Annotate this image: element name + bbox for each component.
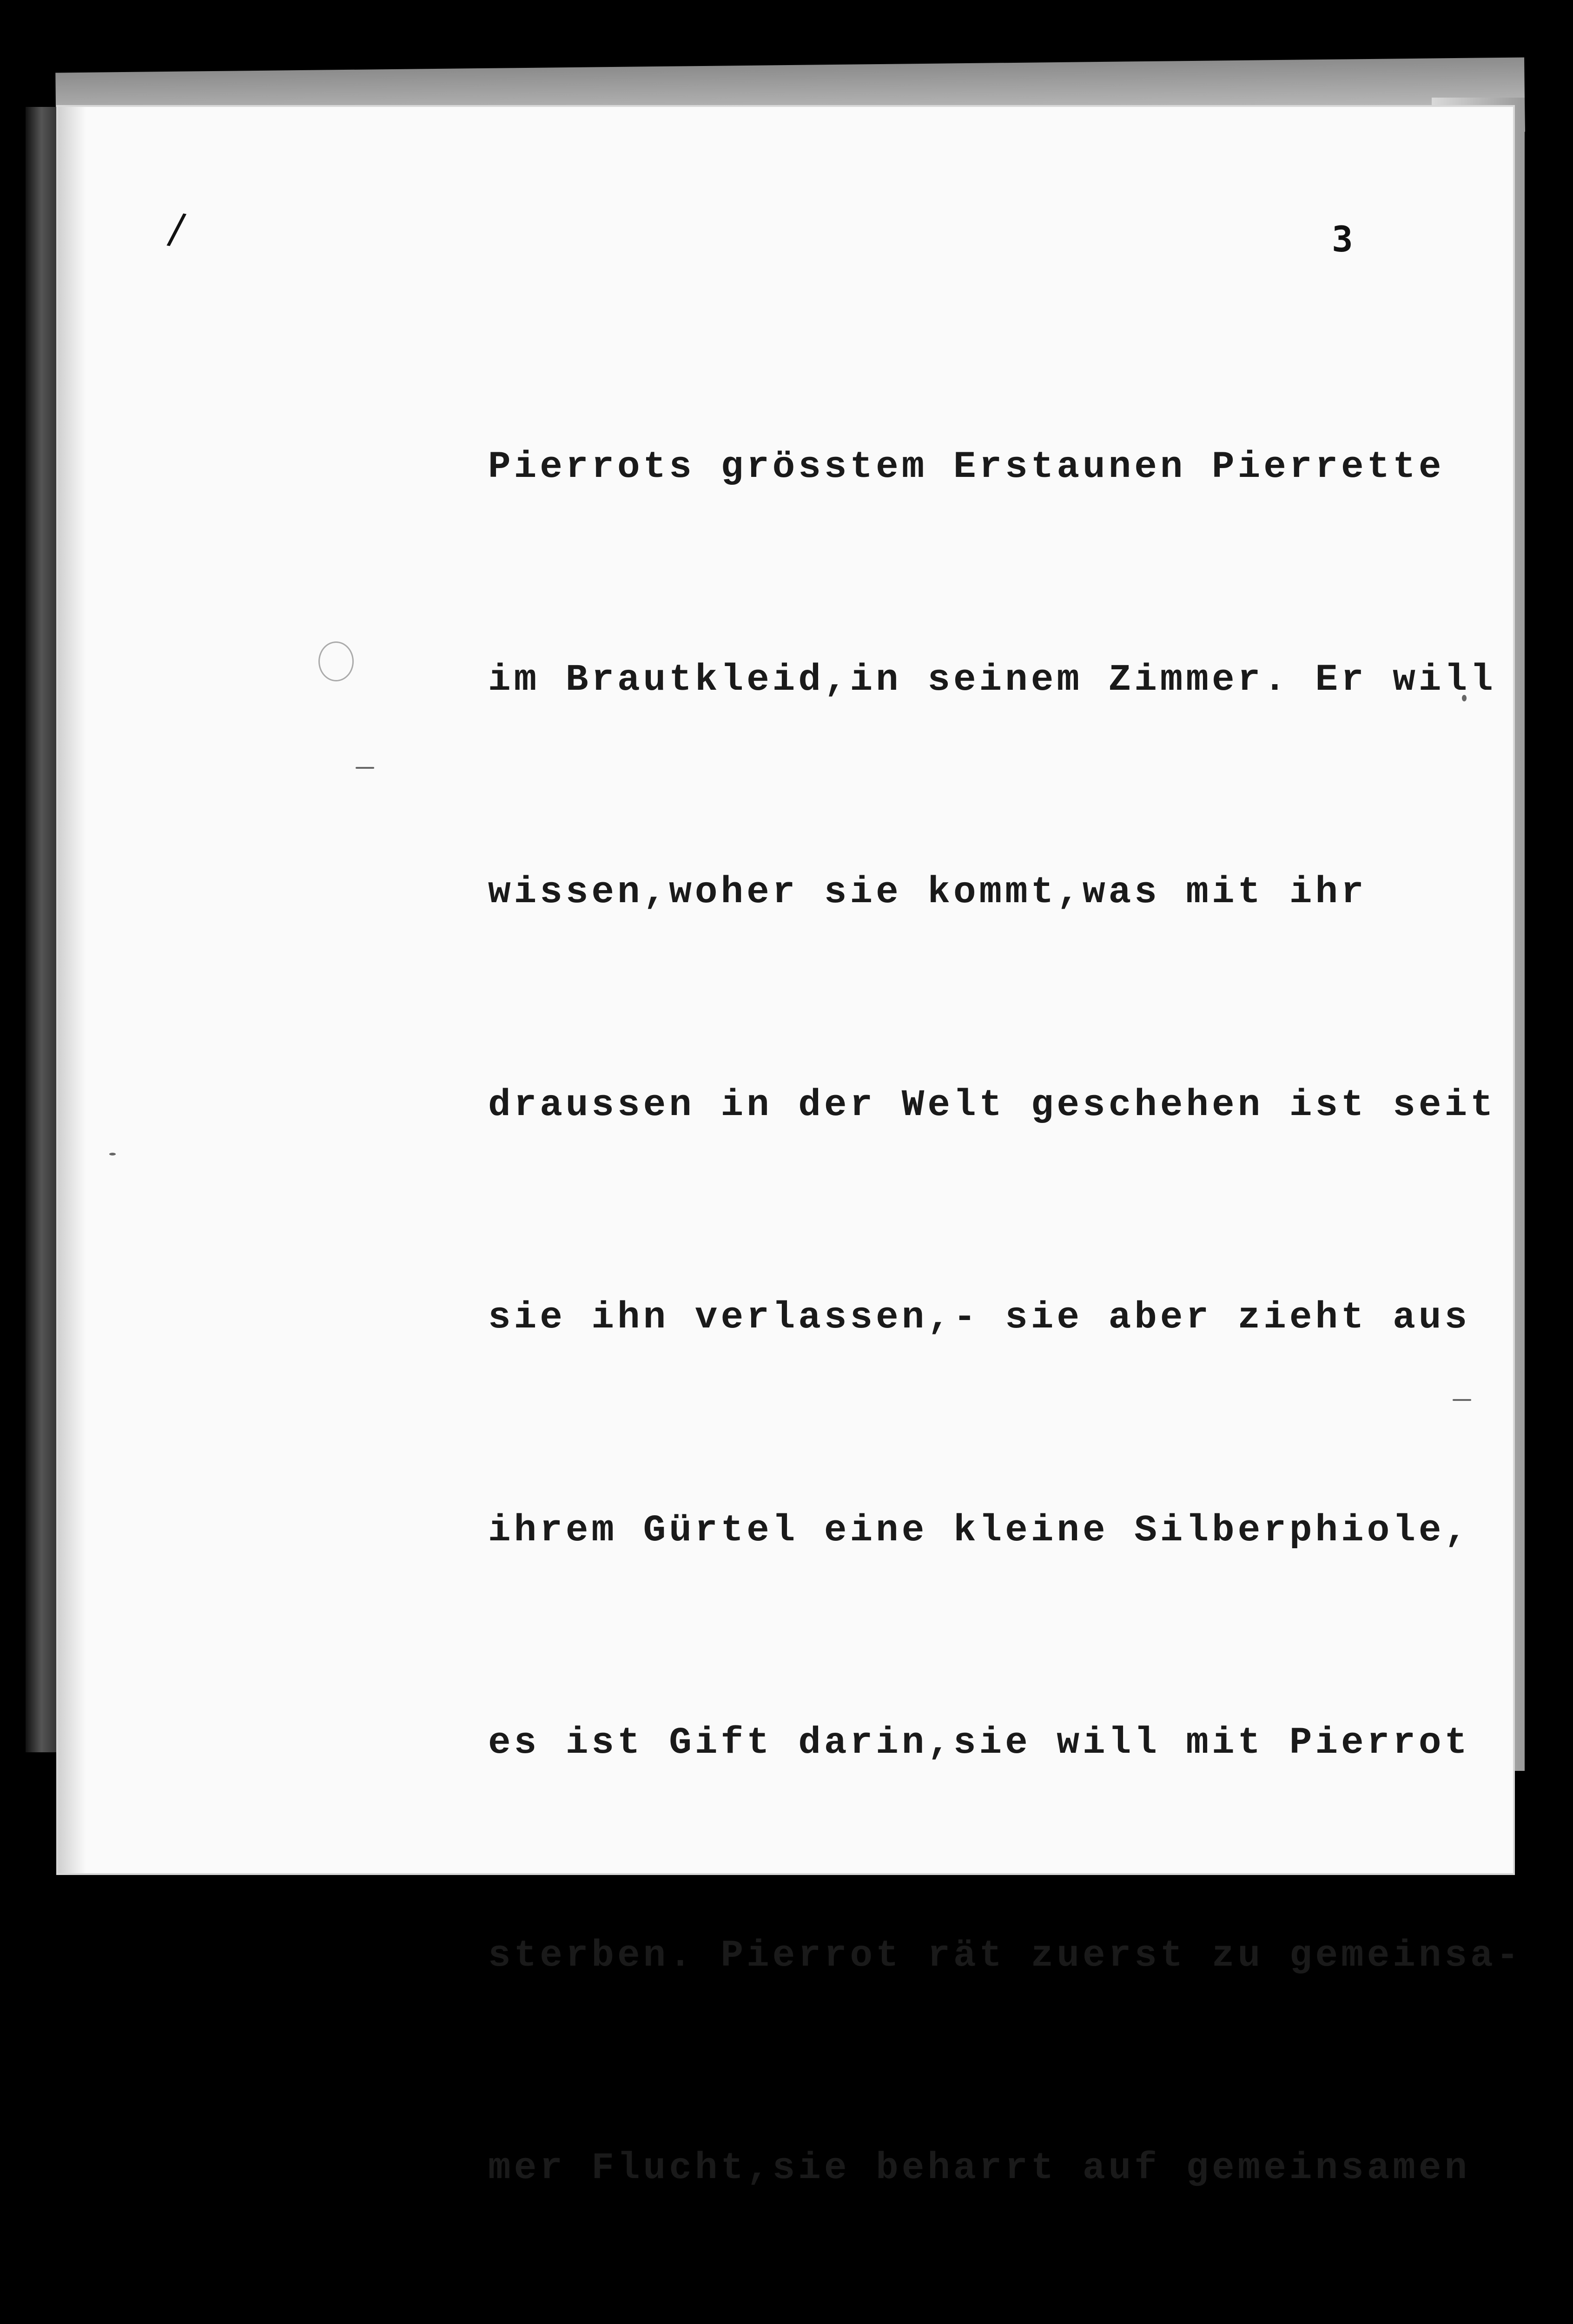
text-line: draussen in der Welt geschehen ist seit — [488, 1084, 1496, 1127]
paper-blemish — [356, 767, 374, 769]
text-line: im Brautkleid,in seinem Zimmer. Er will — [488, 659, 1496, 701]
paper-blemish — [318, 641, 354, 681]
text-line: es ist Gift darin,sie will mit Pierrot — [488, 1722, 1471, 1764]
text-line: ihrem Gürtel eine kleine Silberphiole, — [488, 1509, 1471, 1552]
text-line: mer Flucht,sie beharrt auf gemeinsamen — [488, 2147, 1471, 2190]
page-binding-shadow — [58, 107, 86, 1873]
text-line: Pierrots grösstem Erstaunen Pierrette — [488, 446, 1445, 489]
typed-body-text — [488, 290, 1522, 2190]
text-line: wissen,woher sie kommt,was mit ihr — [488, 872, 1367, 914]
typewritten-page — [58, 107, 1522, 2190]
text-line: sterben. Pierrot rät zuerst zu gemeinsa- — [488, 1934, 1522, 1977]
text-line: sie ihn verlassen,- sie aber zieht aus — [488, 1297, 1471, 1339]
page-number: 3 — [1332, 218, 1353, 260]
paper-blemish — [109, 1153, 116, 1155]
margin-mark: / — [165, 204, 188, 254]
